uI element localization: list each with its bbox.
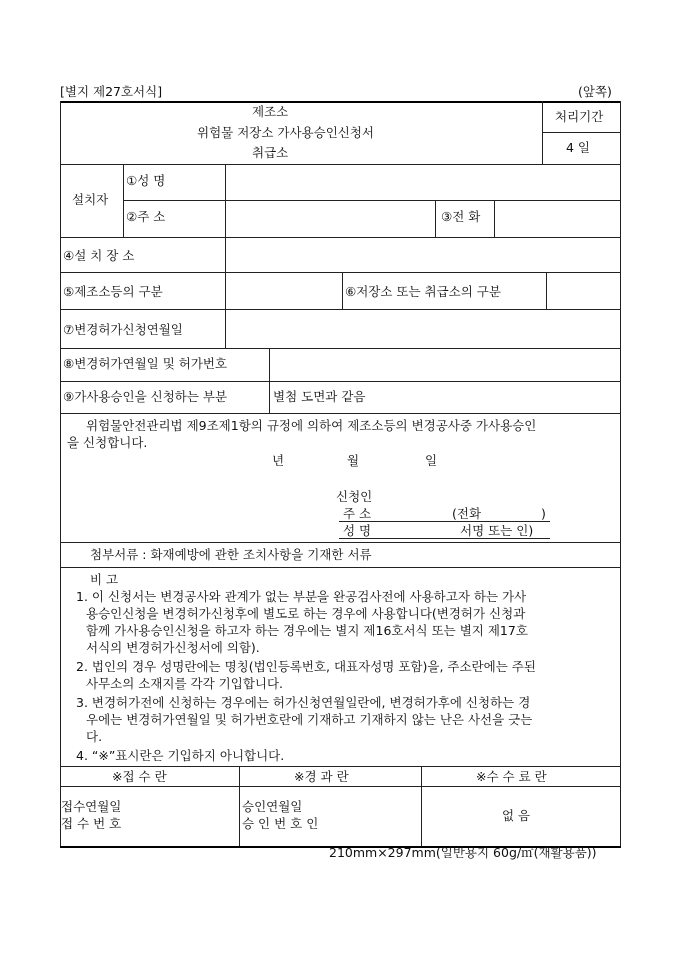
site-field[interactable]	[226, 238, 620, 271]
change-apply-date-field[interactable]	[226, 310, 620, 347]
title-line2: 위험물 저장소 가사용승인신청서	[197, 125, 374, 140]
cell-divider	[342, 272, 343, 309]
note-3-line-3: 다.	[86, 729, 103, 744]
receipt-number-label: 접 수 번 호	[61, 816, 122, 831]
note-1-line-3: 함께 가사용승인신청을 하고자 하는 경우에는 별지 제16호서식 또는 별지 제17호	[86, 623, 528, 638]
change-permit-field[interactable]	[270, 349, 620, 380]
change-apply-date-label: ⑦변경허가신청연월일	[63, 322, 183, 337]
processing-period-value: 4 일	[566, 140, 591, 155]
cell-divider	[269, 381, 270, 413]
statement-line1: 위험물안전관리법 제9조제1항의 규정에 의하여 제조소등의 변경공사중 가사용승인	[86, 418, 537, 433]
page-side-label: (앞쪽)	[578, 84, 612, 99]
applicant-address-label: 주 소	[343, 506, 372, 521]
table-right-border	[620, 101, 621, 847]
row-divider	[60, 381, 621, 382]
site-label: ④설 치 장 소	[63, 248, 135, 263]
applicant-sign-label: 서명 또는 인)	[460, 523, 534, 538]
applicant-phone-label: (전화	[452, 506, 482, 521]
row-divider	[60, 766, 621, 767]
note-2-line-1: 2. 법인의 경우 성명란에는 명칭(법인등록번호, 대표자성명 포함)을, 주소란에는 주된	[76, 659, 536, 674]
approval-date-label: 승인연월일	[242, 799, 303, 814]
installer-label: 설치자	[72, 192, 109, 207]
row-divider	[60, 413, 621, 414]
note-4-line-1: 4. “※”표시란은 기입하지 아니합니다.	[76, 748, 285, 763]
paper-spec: 210mm×297mm(일반용지 60g/㎡(재활용품))	[329, 845, 597, 860]
progress-column-header: ※경 과 란	[294, 769, 349, 784]
row-divider	[60, 786, 621, 787]
cell-divider	[435, 200, 436, 237]
receipt-column-header: ※접 수 란	[112, 769, 167, 784]
applicant-label: 신청인	[336, 489, 373, 504]
period-divider	[542, 132, 621, 133]
date-year: 년	[272, 453, 285, 468]
processing-period-label: 처리기간	[555, 109, 604, 124]
table-top-border	[60, 101, 621, 103]
title-line1: 제조소	[252, 104, 289, 119]
note-3-line-1: 3. 변경허가전에 신청하는 경우에는 허가신청연월일란에, 변경허가후에 신청하는 경	[76, 695, 531, 710]
note-1-line-2: 용승인신청을 변경허가신청후에 별도로 하는 경우에 사용합니다(변경허가 신청과	[86, 606, 526, 621]
storage-type-label: ⑥저장소 또는 취급소의 구분	[345, 284, 501, 299]
row-divider	[60, 542, 621, 543]
footer-col-divider	[421, 766, 422, 847]
applicant-phone-close: )	[541, 506, 546, 521]
date-day: 일	[425, 453, 438, 468]
phone-field[interactable]	[495, 201, 620, 236]
name-label: ①성 명	[126, 173, 166, 188]
name-field[interactable]	[226, 165, 620, 200]
date-month: 월	[347, 453, 360, 468]
receipt-date-label: 접수연월일	[61, 799, 122, 814]
facility-type-label: ⑤제조소등의 구분	[63, 284, 163, 299]
applicant-name-label: 성 명	[343, 523, 372, 538]
facility-type-field[interactable]	[226, 273, 341, 308]
note-3-line-2: 우에는 변경허가연월일 및 허가번호란에 기재하고 기재하지 않는 난은 사선을 긋는	[86, 712, 533, 727]
footer-col-divider	[239, 766, 240, 847]
address-field[interactable]	[226, 201, 434, 236]
fee-value: 없 음	[502, 808, 531, 823]
note-1-line-1: 1. 이 신청서는 변경공사와 관계가 없는 부분을 완공검사전에 사용하고자 하는 가사	[76, 589, 527, 604]
notes-title: 비 고	[90, 572, 119, 587]
storage-type-field[interactable]	[547, 273, 620, 308]
title-line3: 취급소	[252, 145, 289, 160]
row-divider	[60, 567, 621, 568]
fee-column-header: ※수 수 료 란	[476, 769, 547, 784]
phone-label: ③전 화	[441, 209, 481, 224]
change-permit-label: ⑧변경허가연월일 및 허가번호	[63, 356, 228, 371]
approval-number-label: 승 인 번 호 인	[242, 816, 319, 831]
statement-line2: 을 신청합니다.	[67, 435, 148, 450]
note-1-line-4: 서식의 변경허가신청서에 의함).	[86, 640, 260, 655]
attachments-text: 첨부서류 : 화재예방에 관한 조치사항을 기재한 서류	[90, 547, 372, 562]
note-2-line-2: 사무소의 소재지를 각각 기입합니다.	[86, 676, 284, 691]
temp-use-part-value: 별첨 도면과 같음	[273, 389, 366, 404]
temp-use-part-label: ⑨가사용승인을 신청하는 부분	[63, 389, 228, 404]
table-left-border	[60, 101, 61, 847]
address-label: ②주 소	[126, 209, 166, 224]
form-number: [별지 제27호서식]	[60, 84, 163, 99]
